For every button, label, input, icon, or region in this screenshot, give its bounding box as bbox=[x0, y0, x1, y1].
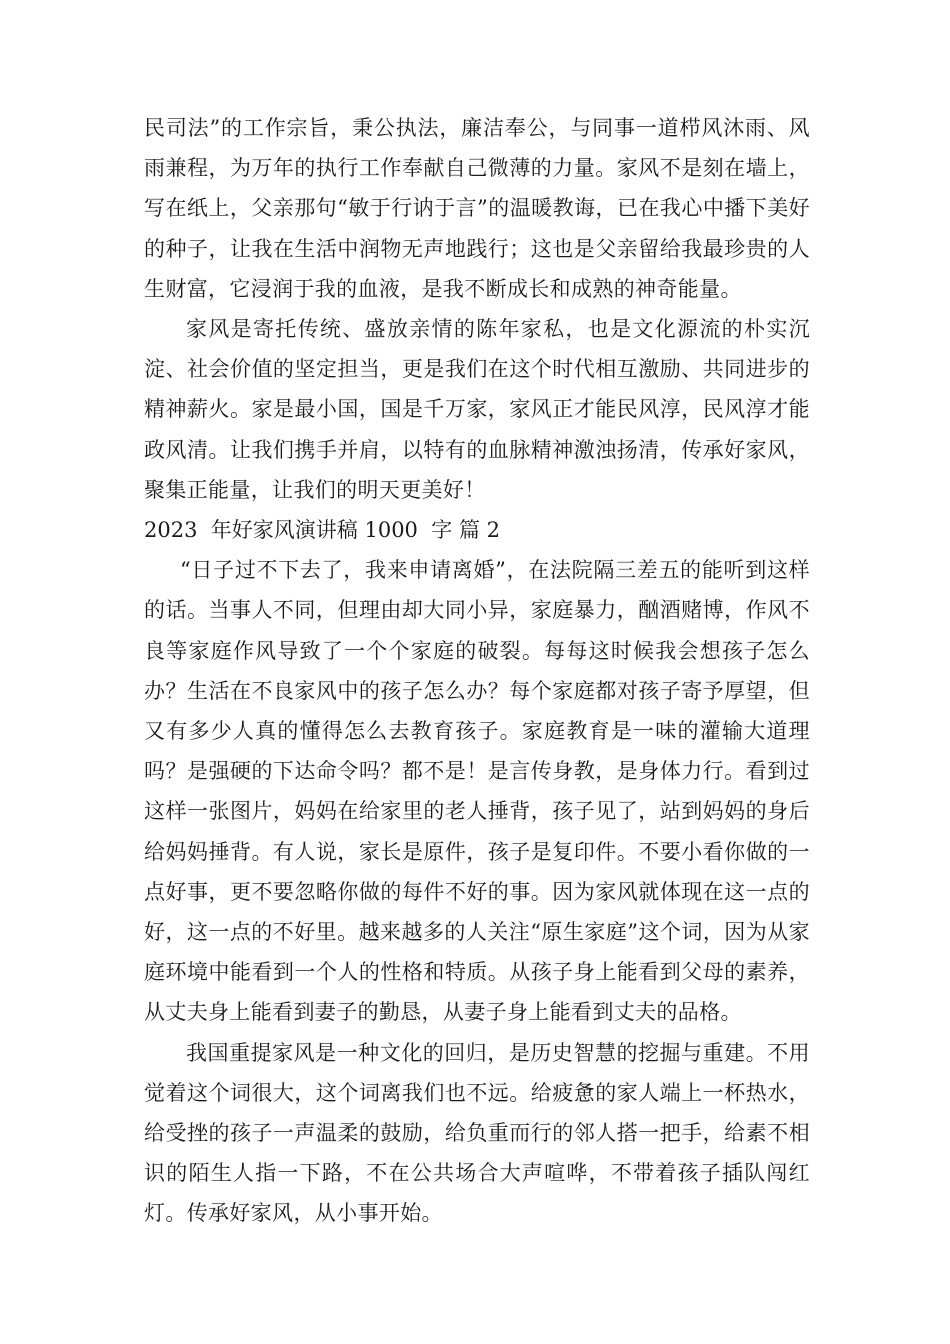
paragraph-continuation: 民司法”的工作宗旨，秉公执法，廉洁奉公，与同事一道栉风沐雨、风雨兼程，为万年的执行工作奉献自己微薄的力量。家风不是刻在墙上，写在纸上，父亲那句“敏于行讷于言”的温暖教诲，已在我心中播下美好的种子，让我在生活中润物无声地践行；这也是父亲留给我最珍贵的人生财富，它浸润于我的血液，是我不断成长和成熟的神奇能量。 bbox=[144, 116, 810, 301]
section-heading: 2023 年好家风演讲稿 1000 字 篇 2 bbox=[144, 518, 500, 543]
paragraph-family-tradition: 家风是寄托传统、盛放亲情的陈年家私，也是文化源流的朴实沉淀、社会价值的坚定担当，更是我们在这个时代相互激励、共同进步的精神薪火。家是最小国，国是千万家，家风正才能民风淳，民风淳才能政风清。让我们携手并肩，以特有的血脉精神激浊扬清，传承好家风，聚集正能量，让我们的明天更美好！ bbox=[144, 317, 810, 502]
document-body bbox=[144, 108, 810, 1234]
paragraph-culture-return: 我国重提家风是一种文化的回归，是历史智慧的挖掘与重建。不用觉着这个词很大，这个词离我们也不远。给疲惫的家人端上一杯热水，给受挫的孩子一声温柔的鼓励，给负重而行的邻人搭一把手，给素不相识的陌生人指一下路，不在公共场合大声喧哗，不带着孩子插队闯红灯。传承好家风，从小事开始。 bbox=[144, 1040, 810, 1226]
paragraph-divorce-case: “日子过不下去了，我来申请离婚”，在法院隔三差五的能听到这样的话。当事人不同，但理由却大同小异，家庭暴力，酗酒赌博，作风不良等家庭作风导致了一个个家庭的破裂。每每这时候我会想孩子怎么办？生活在不良家风中的孩子怎么办？每个家庭都对孩子寄予厚望，但又有多少人真的懂得怎么去教育孩子。家庭教育是一味的灌输大道理吗？是强硬的下达命令吗？都不是！是言传身教，是身体力行。看到过这样一张图片，妈妈在给家里的老人捶背，孩子见了，站到妈妈的身后给妈妈捶背。有人说，家长是原件，孩子是复印件。不要小看你做的一点好事，更不要忽略你做的每件不好的事。因为家风就体现在这一点的好，这一点的不好里。越来越多的人关注“原生家庭”这个词，因为从家庭环境中能看到一个人的性格和特质。从孩子身上能看到父母的素养，从丈夫身上能看到妻子的勤恳，从妻子身上能看到丈夫的品格。 bbox=[144, 558, 810, 1025]
